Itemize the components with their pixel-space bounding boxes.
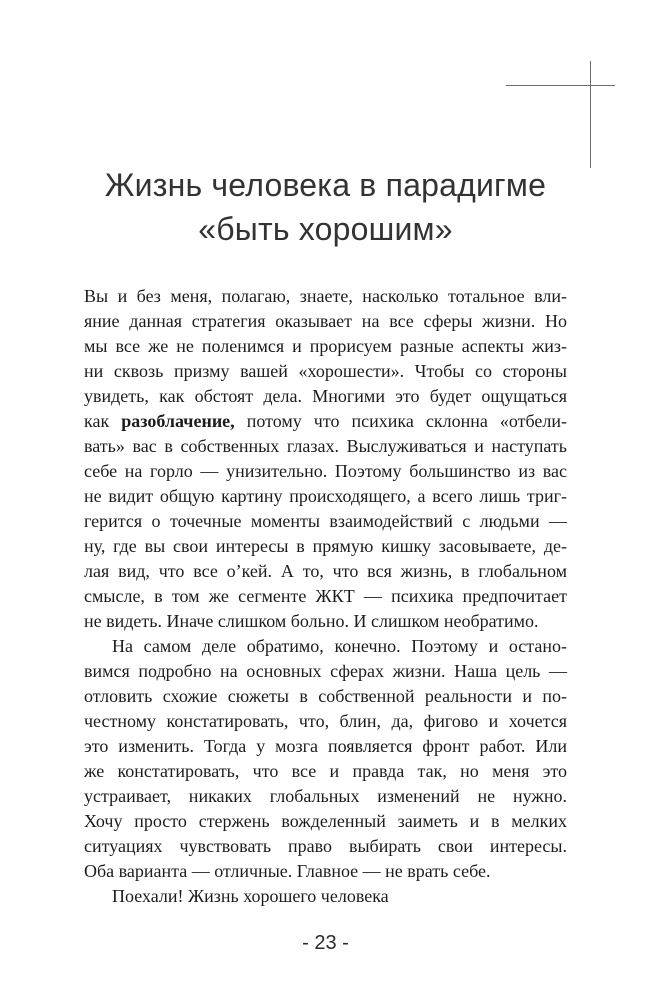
text-line — [84, 609, 567, 634]
text-segment: смысле, в том же сегменте ЖКТ — психика предпочитает — [84, 586, 567, 606]
text-line — [84, 359, 567, 384]
text-segment: устраивает, никаких глобальных изменений не нужно. — [84, 786, 567, 806]
text-segment: ситуациях чувствовать право выбирать свои интересы. — [84, 836, 567, 856]
paragraph — [84, 884, 567, 909]
text-segment: ни сквозь призму вашей «хорошести». Чтобы со стороны — [84, 361, 567, 381]
text-line — [84, 559, 567, 584]
text-line — [84, 409, 567, 434]
chapter-title-line-1: Жизнь человека в парадигме — [104, 167, 547, 203]
text-segment: отловить схожие сюжеты в собственной реальности и по- — [84, 686, 567, 706]
text-segment: герится о точечные моменты взаимодействий с людьми — — [84, 511, 567, 531]
text-segment: Поехали! Жизнь хорошего человека — [112, 886, 389, 906]
text-segment: же констатировать, что все и правда так, но меня это — [84, 761, 567, 781]
text-line — [84, 834, 567, 859]
body-text — [84, 284, 567, 909]
text-segment: не видеть. Иначе слишком больно. И слишком необратимо. — [84, 611, 539, 631]
paragraph — [84, 284, 567, 634]
text-segment: На самом деле обратимо, конечно. Поэтому и остано- — [112, 636, 567, 656]
text-line — [84, 709, 567, 734]
text-line — [84, 634, 567, 659]
text-line — [84, 284, 567, 309]
text-line — [84, 684, 567, 709]
bold-text-segment: разоблачение, — [121, 411, 235, 431]
text-line — [84, 759, 567, 784]
text-line — [84, 534, 567, 559]
text-line — [84, 659, 567, 684]
text-line — [84, 384, 567, 409]
text-line — [84, 734, 567, 759]
paragraph — [84, 634, 567, 884]
text-segment: это изменить. Тогда у мозга появляется фронт работ. Или — [84, 736, 567, 756]
text-line — [84, 484, 567, 509]
text-line — [84, 509, 567, 534]
text-segment: увидеть, как обстоят дела. Многими это будет ощущаться — [84, 386, 567, 406]
crop-mark-vertical-line — [590, 61, 591, 168]
page-number: - 23 - — [302, 932, 349, 954]
text-segment: мы все же не поленимся и прорисуем разные аспекты жиз- — [84, 336, 567, 356]
chapter-title — [0, 163, 651, 251]
text-segment: честному констатировать, что, блин, да, фигово и хочется — [84, 711, 567, 731]
text-line — [84, 334, 567, 359]
text-line — [84, 809, 567, 834]
text-segment: Вы и без меня, полагаю, знаете, насколько тотальное вли- — [84, 286, 567, 306]
text-line — [84, 784, 567, 809]
text-line — [84, 584, 567, 609]
text-segment: Хочу просто стержень вожделенный заиметь и в мелких — [84, 811, 567, 831]
chapter-title-line-2: «быть хорошим» — [198, 211, 453, 247]
text-segment: вать» вас в собственных глазах. Выслуживаться и наступать — [84, 436, 567, 456]
text-segment: не видит общую картину происходящего, а всего лишь триг- — [84, 486, 567, 506]
text-segment: яние данная стратегия оказывает на все сферы жизни. Но — [84, 311, 567, 331]
text-segment: себе на горло — унизительно. Поэтому большинство из вас — [84, 461, 567, 481]
text-segment: ну, где вы свои интересы в прямую кишку засовываете, де- — [84, 536, 567, 556]
text-line — [84, 859, 567, 884]
text-segment: как — [84, 411, 122, 431]
text-line — [84, 434, 567, 459]
text-segment: лая вид, что все о’кей. А то, что вся жизнь, в глобальном — [84, 561, 567, 581]
text-segment: Оба варианта — отличные. Главное — не врать себе. — [84, 861, 491, 881]
crop-mark-horizontal-line — [506, 85, 615, 86]
text-line — [84, 884, 567, 909]
text-line — [84, 459, 567, 484]
text-line — [84, 309, 567, 334]
text-segment: потому что психика склонна «отбели- — [234, 411, 567, 431]
text-segment: вимся подробно на основных сферах жизни. Наша цель — — [84, 661, 567, 681]
